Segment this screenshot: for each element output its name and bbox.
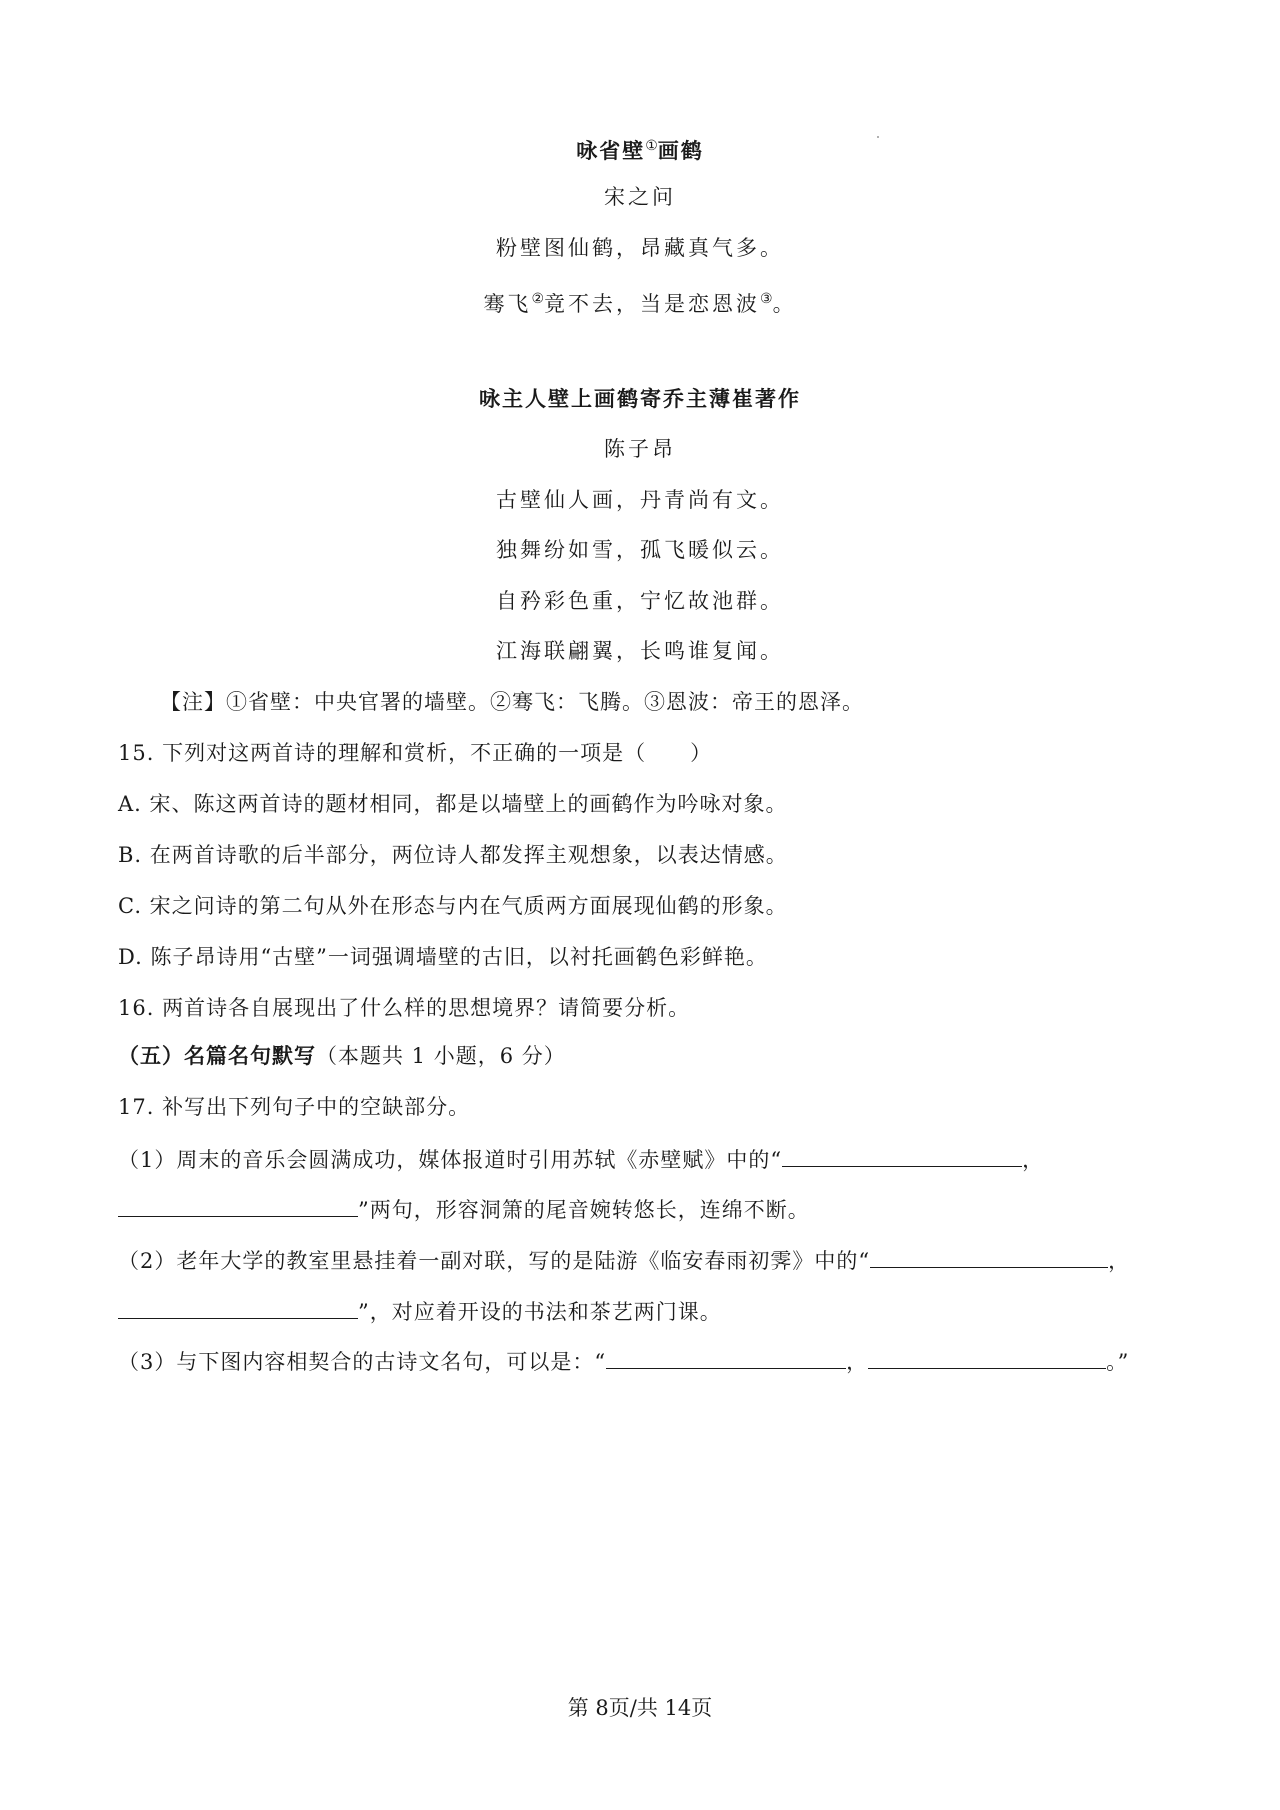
poem1-title-pre: 咏省壁 (576, 138, 646, 163)
question-17-part-2-line-1 (118, 1245, 1130, 1275)
poem1-line2 (0, 285, 1280, 318)
section-5-detail: （本题共 1 小题，6 分） (316, 1044, 566, 1068)
section-5-heading (118, 1042, 566, 1070)
poem2-line: 江海联翩翼，长鸣谁复闻。 (496, 639, 784, 663)
poem2-line: 独舞纷如雪，孤飞暖似云。 (496, 538, 784, 562)
poem1-line2-note1: ② (531, 291, 544, 307)
page-number-footer: 第 8页/共 14页 (567, 1696, 713, 1720)
annotation-note: 【注】①省壁：中央官署的墙壁。②骞飞：飞腾。③恩波：帝王的恩泽。 (160, 690, 864, 714)
question-15-option-c: C. 宋之问诗的第二句从外在形态与内在气质两方面展现仙鹤的形象。 (118, 894, 788, 918)
q17-p3-blank-2[interactable] (868, 1346, 1106, 1369)
question-17-part-1-line-2 (118, 1194, 810, 1224)
q17-p3-text-c: 。” (1106, 1350, 1130, 1374)
poem1-author: 宋之问 (604, 185, 676, 209)
question-15-option-b: B. 在两首诗歌的后半部分，两位诗人都发挥主观想象，以表达情感。 (118, 843, 788, 867)
poem1-title (0, 132, 1280, 165)
poem2-line: 古壁仙人画，丹青尚有文。 (496, 488, 784, 512)
q17-p1-text-b: ， (1022, 1148, 1045, 1172)
q17-p3-blank-1[interactable] (606, 1346, 846, 1369)
question-17-part-1-line-1 (118, 1144, 1044, 1174)
question-17-part-2-line-2 (118, 1296, 722, 1326)
q17-p2-blank-1[interactable] (870, 1245, 1108, 1268)
q17-p2-text-c: ”，对应着开设的书法和茶艺两门课。 (358, 1300, 722, 1324)
q17-p2-blank-2[interactable] (118, 1296, 358, 1319)
question-15-option-d: D. 陈子昂诗用“古壁”一词强调墙壁的古旧，以衬托画鹤色彩鲜艳。 (118, 945, 768, 969)
section-5-title: （五）名篇名句默写 (118, 1043, 316, 1068)
poem1-line2-b: 竟不去，当是恋恩波 (544, 292, 760, 316)
q17-p1-blank-1[interactable] (782, 1144, 1022, 1167)
poem1-title-post: 画鹤 (657, 138, 704, 163)
poem1-line2-note2: ③ (760, 291, 773, 307)
poem1-title-note: ① (645, 138, 658, 154)
q17-p2-text-b: ， (1108, 1249, 1131, 1273)
question-15-stem: 15. 下列对这两首诗的理解和赏析，不正确的一项是（ ） (118, 741, 713, 765)
poem1-line2-a: 骞飞 (483, 292, 532, 316)
question-15-option-a: A. 宋、陈这两首诗的题材相同，都是以墙壁上的画鹤作为吟咏对象。 (118, 792, 788, 816)
question-16-stem: 16. 两首诗各自展现出了什么样的思想境界？请简要分析。 (118, 996, 691, 1020)
q17-p3-text-a: （3）与下图内容相契合的古诗文名句，可以是：“ (118, 1350, 607, 1374)
q17-p1-text-a: （1）周末的音乐会圆满成功，媒体报道时引用苏轼《赤壁赋》中的“ (118, 1148, 783, 1172)
question-17-part-3 (118, 1346, 1129, 1376)
poem1-line2-c: 。 (772, 292, 797, 316)
poem2-author: 陈子昂 (604, 437, 676, 461)
poem2-title: 咏主人壁上画鹤寄乔主薄崔著作 (479, 386, 801, 411)
poem1-line1: 粉壁图仙鹤，昂藏真气多。 (496, 236, 784, 260)
q17-p1-text-c: ”两句，形容洞箫的尾音婉转悠长，连绵不断。 (358, 1198, 810, 1222)
q17-p3-text-b: ， (846, 1350, 869, 1374)
question-17-stem: 17. 补写出下列句子中的空缺部分。 (118, 1095, 471, 1119)
poem2-line: 自矜彩色重，宁忆故池群。 (496, 589, 784, 613)
q17-p1-blank-2[interactable] (118, 1194, 358, 1217)
q17-p2-text-a: （2）老年大学的教室里悬挂着一副对联，写的是陆游《临安春雨初霁》中的“ (118, 1249, 871, 1273)
